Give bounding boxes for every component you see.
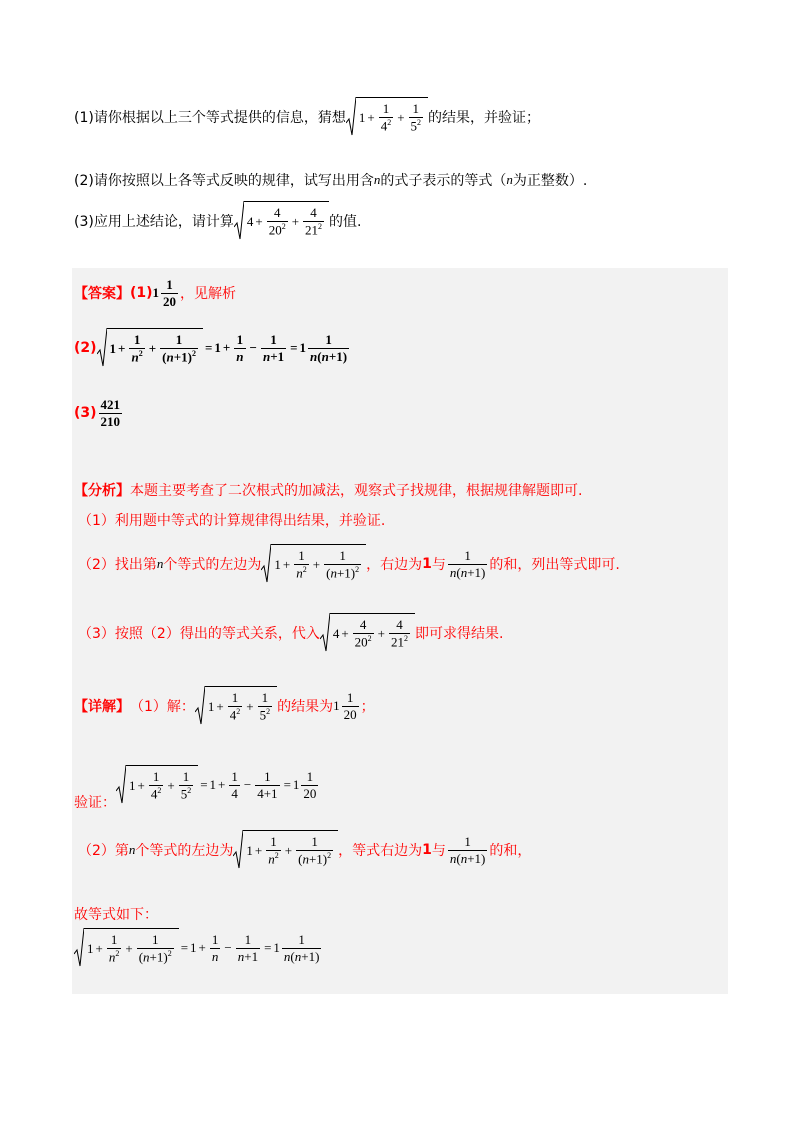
analysis-step-3-suffix: 即可求得结果.: [415, 626, 504, 642]
analysis-step-2-formula: 1 + $\frac{1}{n^2}$ + $\frac{1}{(n+1)^2}$: [261, 544, 366, 584]
question-1-suffix: 的结果，并验证；: [428, 110, 541, 126]
detail-part-2-formula: 1 + $\frac{1}{n^2}$ + $\frac{1}{(n+1)^2}$: [233, 830, 338, 870]
analysis-step-2-fraction: $\frac{1}{n(n+1)}$: [449, 547, 486, 580]
question-1: [74, 97, 540, 137]
detail-label: 【详解】: [74, 699, 130, 715]
detail-part-1-formula: 1 + $\frac{1}{4^2}$ + $\frac{1}{5^2}$: [195, 686, 277, 726]
answer-part-3: [74, 398, 124, 428]
detail-part-1-prefix: （1）解：: [130, 699, 195, 715]
analysis-step-2: [78, 544, 620, 584]
detail-part-1: [74, 686, 375, 726]
detail-part-2-and: 与: [431, 843, 446, 859]
analysis-step-1: [78, 510, 385, 530]
detail-final-formula: 1 + $\frac{1}{n^2}$ + $\frac{1}{(n+1)^2}$ = 1 + $\frac{1}{n}$ − $\frac{1}{n+1}$ = 1 $\frac{1}{n(n+1)}$: [74, 928, 323, 968]
question-3-prefix: (3)应用上述结论，请计算: [74, 214, 234, 230]
question-2-prefix: (2)请你按照以上各等式反映的规律，试写出用含: [74, 173, 374, 189]
detail-verify-label: 验证：: [74, 795, 116, 811]
question-2-suffix: 为正整数）.: [512, 173, 588, 189]
detail-verify: [74, 758, 320, 812]
analysis-step-2-and: 与: [431, 557, 446, 573]
analysis-step-3: [78, 613, 503, 653]
detail-part-1-suffix: ；: [360, 699, 375, 715]
detail-part-2-one: 1: [422, 842, 432, 858]
detail-conclusion: [74, 904, 158, 924]
detail-part-2-prefix: （2）第: [78, 843, 129, 859]
answer-part-3-tag: (3): [74, 405, 97, 422]
answer-part-2: [74, 328, 351, 368]
analysis-step-2-suffix: 的和，列出等式即可.: [489, 557, 620, 573]
analysis-text: 本题主要考查了二次根式的加减法，观察式子找规律，根据规律解题即可.: [130, 483, 583, 499]
analysis-label: 【分析】: [74, 483, 130, 499]
analysis-step-3-prefix: （3）按照（2）得出的等式关系，代入: [78, 626, 320, 642]
question-1-formula: 1 + $\frac{1}{4^2}$ + $\frac{1}{5^2}$: [346, 97, 428, 137]
question-3-suffix: 的值.: [329, 214, 362, 230]
question-3-formula: 4 + $\frac{4}{20^2}$ + $\frac{4}{21^2}$: [234, 201, 329, 241]
question-2-mid: 的式子表示的等式（: [380, 173, 507, 189]
answer-part-2-tag: (2): [74, 340, 97, 356]
detail-final-equation: [74, 928, 323, 968]
analysis-step-2-mid2: ，右边为: [366, 557, 423, 573]
analysis-step-2-one: 1: [422, 556, 432, 572]
answer-part-3-value: [97, 398, 125, 428]
detail-part-2-mid: 个等式的左边为: [135, 843, 234, 859]
detail-part-2-var: n: [128, 842, 136, 857]
detail-part-2-fraction: $\frac{1}{n(n+1)}$: [449, 833, 486, 866]
answer-part-2-formula: 1 + $\frac{1}{n^2}$ + $\frac{1}{(n+1)^2}$ = 1 + $\frac{1}{n}$ − $\frac{1}{n+1}$ = 1 $\frac{1}{n(n+1)}$: [97, 328, 352, 368]
answer-part-1-value: 1 $\frac{1}{20}$: [152, 277, 177, 309]
detail-part-1-value: 1 $\frac{1}{20}$: [333, 689, 357, 722]
detail-part-2: [78, 830, 531, 870]
answer-part-1-suffix: ，见解析: [180, 286, 237, 303]
answer-label: 【答案】: [74, 286, 130, 303]
analysis-intro: [74, 480, 582, 500]
answer-part-1-tag: (1): [130, 285, 153, 302]
question-1-prefix: (1)请你根据以上三个等式提供的信息，猜想: [74, 110, 346, 126]
analysis-step-3-formula: 4 + $\frac{4}{20^2}$ + $\frac{4}{21^2}$: [320, 613, 415, 653]
analysis-step-2-prefix: （2）找出第: [78, 557, 157, 573]
question-2-var2: n: [506, 172, 513, 187]
detail-conclusion-text: 故等式如下：: [74, 907, 158, 923]
question-3: [74, 201, 361, 241]
detail-part-2-mid2: ，等式右边为: [338, 843, 423, 859]
question-2: [74, 170, 587, 190]
answer-part-3-num: 421: [100, 397, 121, 412]
detail-part-1-mid: 的结果为: [277, 699, 334, 715]
analysis-step-1-text: （1）利用题中等式的计算规律得出结果，并验证.: [78, 513, 386, 529]
answer-part-1: [74, 278, 236, 308]
analysis-step-2-var: n: [156, 556, 164, 571]
answer-part-3-den: 210: [100, 413, 121, 429]
detail-verify-formula: 1 + $\frac{1}{4^2}$ + $\frac{1}{5^2}$ = 1 + $\frac{1}{4}$ − $\frac{1}{4+1}$ = 1 $\frac{1}{20}$: [116, 765, 320, 805]
detail-part-2-suffix: 的和，: [489, 843, 532, 859]
analysis-step-2-mid: 个等式的左边为: [163, 557, 262, 573]
question-2-var: n: [373, 172, 381, 187]
